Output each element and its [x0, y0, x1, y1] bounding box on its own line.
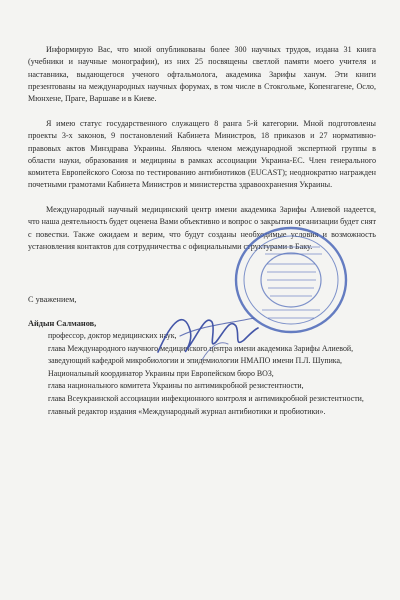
paragraph-request: Международный научный медицинский центр имени академика Зарифы Алиевой надеется, что наша деятельность будет оценена Вами объективно и вопрос о закрытии организации будет снят с повестки. Также ожидаем и верим, что будут созданы необходимые условия и возможность установления контактов для сотрудничества с официальными структурами в Баку.	[28, 205, 376, 251]
signer-name: Айдын Салманов,	[28, 319, 97, 328]
signer-title-line: глава Всеукраинской ассоциации инфекционного контроля и антимикробной резистентности,	[48, 393, 364, 403]
signer-title-line: глава национального комитета Украины по антимикробной резистентности,	[48, 381, 304, 391]
signer-title-line: глава Международного научного медицинского центра имени академика Зарифы Алиевой,	[48, 343, 354, 353]
signer-title-line: заведующий кафедрой микробиологии и эпидемиологии НМАПО имени П.Л. Шупика,	[48, 356, 342, 366]
paragraph-publications: Информирую Вас, что мной опубликованы более 300 научных трудов, издана 31 книга (учебники и научные монографии), из них 25 посвящены светлой памяти моего учителя и наставника, выдающегося ученого офтальмолога, академика Зарифы ханум. Эти книги презентованы на международных научных форумах, в том числе в Стокгольме, Копенгагене, Осло, Мюнхене, Праге, Варшаве и в Киеве.	[28, 45, 376, 104]
signer-title-line: Национальный координатор Украины при Европейском бюро ВОЗ,	[48, 368, 274, 378]
signer-title-line: главный редактор издания «Международный журнал антибиотики и пробиотики».	[48, 406, 326, 416]
handwritten-signature-icon	[150, 300, 262, 368]
closing-line: С уважением,	[28, 295, 77, 304]
signer-title-line: профессор, доктор медицинских наук,	[48, 331, 177, 340]
paragraph-status: Я имею статус государственного служащего 8 ранга 5-й категории. Мной подготовлены проекты 3-х законов, 9 постановлений Кабинета Министров, 18 приказов и 27 нормативно-правовых актов Минздрава Украины. Являюсь членом международной экспертной группы в области науки, образования и медицины в рамках ассоциации Украина-ЕС. Член генерального комитета Европейского Союза по тестированию антибиотиков (EUCAST); неоднократно награжден почетными грамотами Кабинета Министров и министерства здравоохранения Украины.	[28, 119, 376, 190]
